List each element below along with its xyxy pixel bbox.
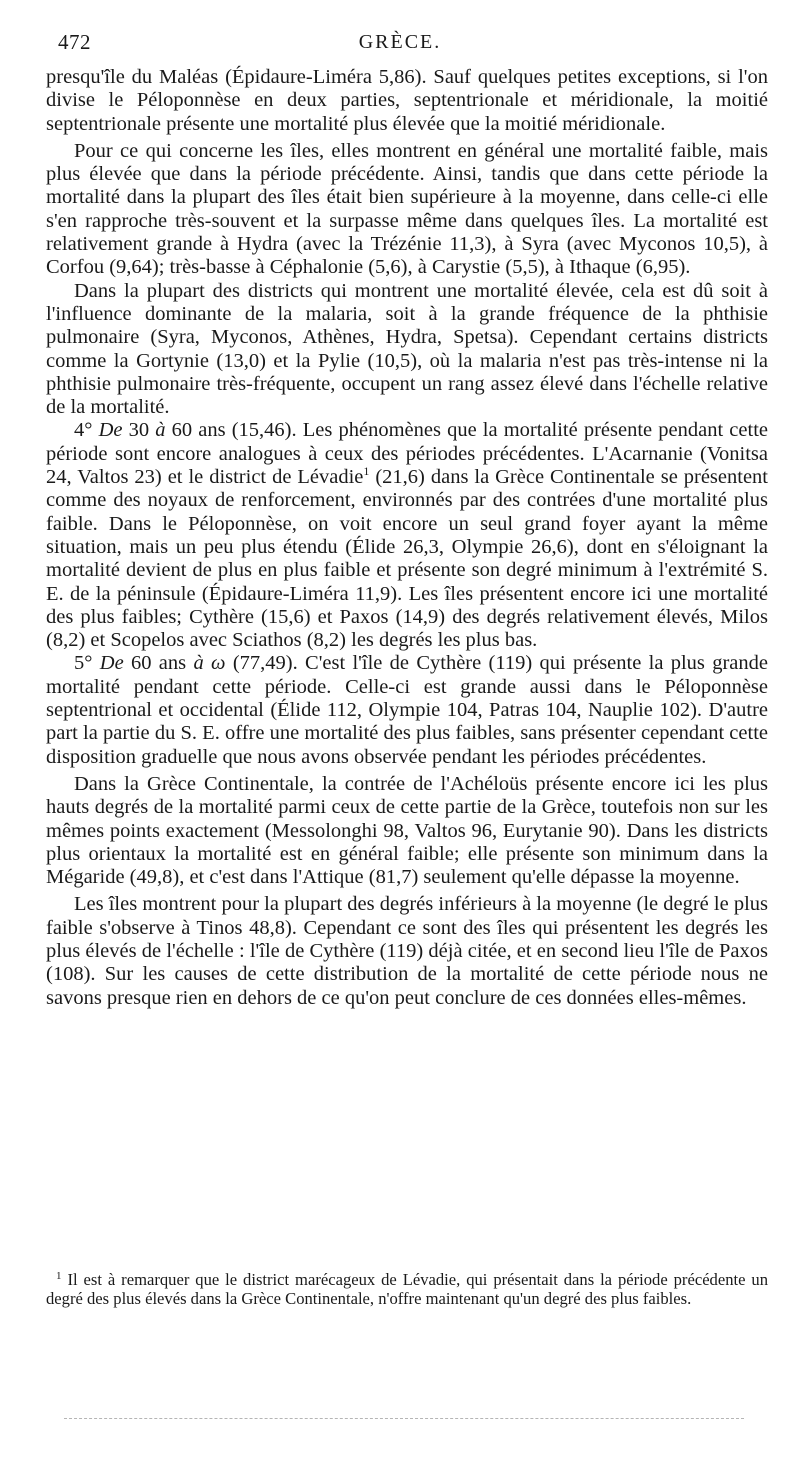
paragraph-5 — [46, 652, 768, 768]
paragraph-4-text: 60 ans (15,46). Les phénomènes que la mortalité présente pendant cette période sont encore analogues à ceux des périodes précédentes. L'Acarnanie (Vonitsa 24, Valtos 23) et le district de Lévadie — [46, 419, 768, 489]
paragraph-4-text-after: (21,6) dans la Grèce Continentale se présentent comme des noyaux de renforcement, environnés par des contrées d'une mortalité plus faible. Dans le Péloponnèse, on voit encore un seul grand foyer ayant la même situation, mais un peu plus étendu (Élide 26,3, Olympie 26,6), dont en s'éloignant la mortalité devient de plus en plus faible et présente son degré minimum à l'extrémité S. E. de la péninsule (Épidaure-Liméra 11,9). Les îles présentent encore ici une mortalité des plus faibles; Cythère (15,6) et Paxos (14,9) des degrés relativement élevés, Milos (8,2) et Scopelos avec Sciathos (8,2) les degrés les plus bas. — [46, 466, 768, 652]
paragraph-4-a: à — [155, 419, 166, 442]
paragraph-5-a-omega: à ω — [193, 652, 226, 675]
paragraph-3: Dans la plupart des districts qui montrent une mortalité élevée, cela est dû soit à l'influence dominante de la malaria, soit à la grande fréquence de la phthisie pulmonaire (Syra, Myconos, Athènes, Hydra, Spetsa). Cependant certains districts comme la Gortynie (13,0) et la Pylie (10,5), où la malaria n'est pas très-intense ni la phthisie pulmonaire très-fréquente, occupent un rang assez élevé dans l'échelle relative de la mortalité. — [46, 279, 768, 419]
paragraph-7: Les îles montrent pour la plupart des degrés inférieurs à la moyenne (le degré le plus faible s'observe à Tinos 48,8). Cependant ce sont des îles qui présentent les degrés les plus élevés de l'échelle : l'île de Cythère (119) déjà citée, et en second lieu l'île de Paxos (108). Sur les causes de cette distribution de la mortalité de cette période nous ne savons presque rien en dehors de ce qu'on peut conclure de ces données elles-mêmes. — [46, 893, 768, 1009]
footnote-text: Il est à remarquer que le district marécageux de Lévadie, qui présentait dans la période précédente un degré des plus élevés dans la Grèce Continentale, n'offre maintenant qu'un degré des plus faibles. — [46, 1270, 768, 1308]
paragraph-4-mid: 30 — [122, 419, 156, 442]
paragraph-4-number: 4° — [74, 419, 99, 442]
paragraph-6: Dans la Grèce Continentale, la contrée de l'Achéloüs présente encore ici les plus hauts degrés de la mortalité parmi ceux de cette partie de la Grèce, toutefois non sur les mêmes points exactement (Messolonghi 98, Valtos 96, Eurytanie 90). Dans les districts plus orientaux la mortalité est en général faible; elle présente son minimum dans la Mégaride (49,8), et c'est dans l'Attique (81,7) seulement qu'elle dépasse la moyenne. — [46, 772, 768, 889]
footnote-paragraph — [46, 1270, 768, 1308]
footnote-mark: 1 — [56, 1270, 62, 1282]
paragraph-5-number: 5° — [74, 652, 100, 675]
paragraph-1: presqu'île du Maléas (Épidaure-Liméra 5,86). Sauf quelques petites exceptions, si l'on divise le Péloponnèse en deux parties, septentrionale et méridionale, la moitié septentrionale présente une mortalité plus élevée que la moitié méridionale. — [46, 66, 768, 135]
paragraph-2: Pour ce qui concerne les îles, elles montrent en général une mortalité faible, mais plus élevée que dans la période précédente. Ainsi, tandis que dans cette période la mortalité dans la plupart des îles était bien supérieure à la moyenne, dans celle-ci elle s'en rapproche très-souvent et la surpasse même dans quelques îles. La mortalité est relativement grande à Hydra (avec la Trézénie 11,3), à Syra (avec Myconos 10,5), à Corfou (9,64); très-basse à Céphalonie (5,6), à Carystie (5,5), à Ithaque (6,95). — [46, 139, 768, 279]
paragraph-5-text: (77,49). C'est l'île de Cythère (119) qui présente la plus grande mortalité pendant cette période. Celle-ci est grande aussi dans le Péloponnèse septentrional et occidental (Élide 112, Olympie 104, Patras 104, Nauplie 102). D'autre part la partie du S. E. offre une mortalité des plus faibles, sans présenter cependant cette disposition graduelle que nous avons observée pendant les périodes précédentes. — [46, 652, 768, 768]
body-text — [46, 66, 768, 1010]
paragraph-5-de: De — [99, 652, 124, 675]
bottom-rule — [64, 1418, 744, 1419]
paragraph-4-de: De — [98, 419, 123, 442]
footnote — [46, 1270, 768, 1308]
paragraph-4 — [46, 419, 768, 652]
page-number: 472 — [58, 30, 91, 54]
running-title: GRÈCE. — [358, 31, 442, 53]
paragraph-5-mid: 60 ans — [123, 652, 194, 675]
footnote-reference[interactable]: 1 — [363, 464, 370, 479]
